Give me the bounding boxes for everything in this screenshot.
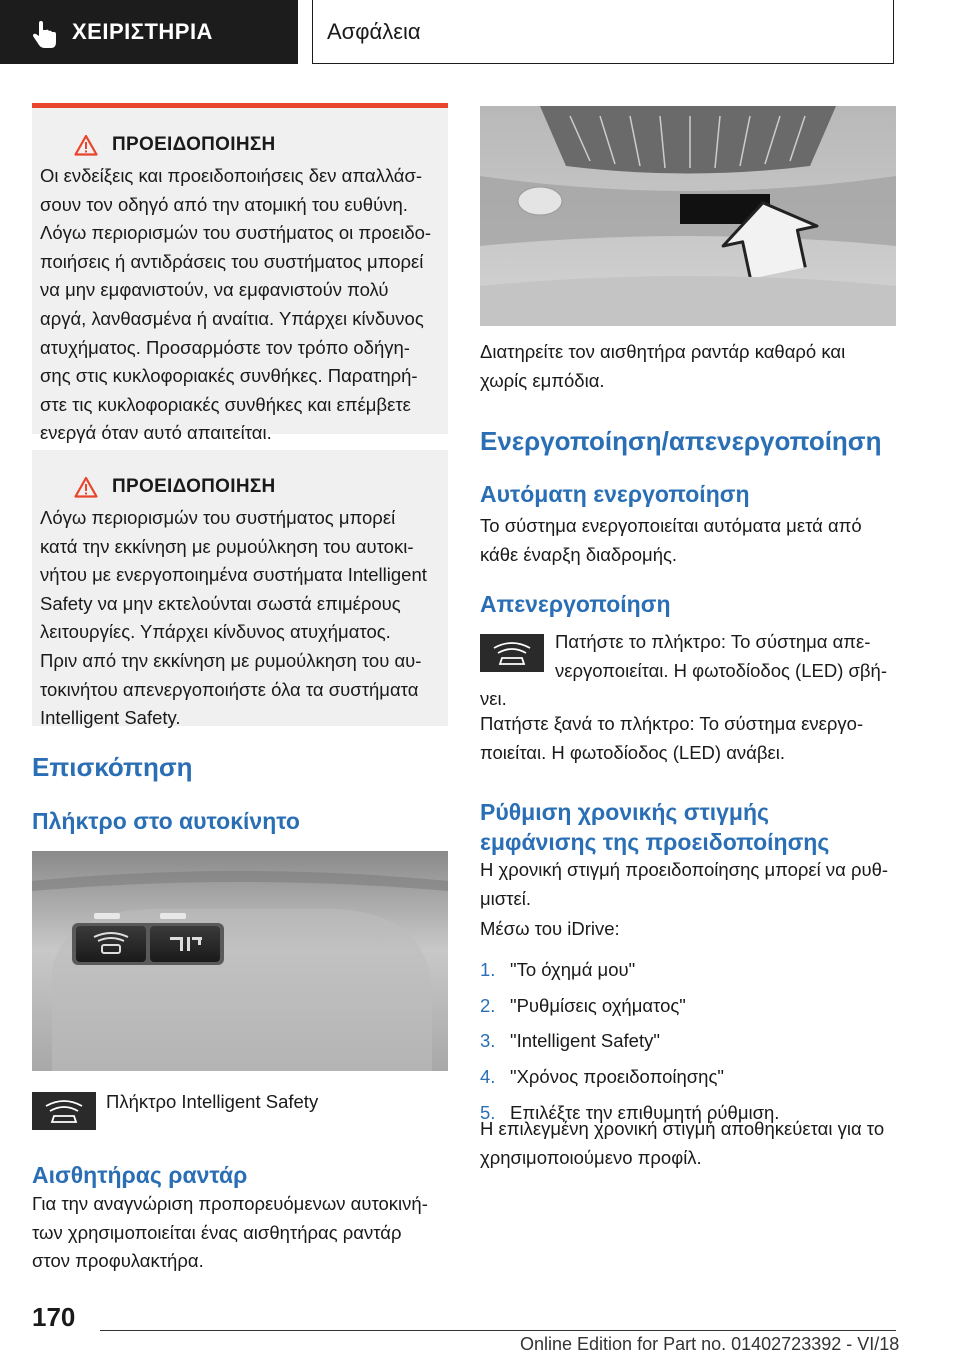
text-line: Λόγω περιορισμών του συστήματος οι προειδο-: [40, 222, 432, 244]
text-line: σουν τον οδηγό από την ατομική του ευθύνη.: [40, 193, 408, 215]
warning-box-2: [32, 450, 448, 729]
text-line: Το σύστημα ενεργοποιείται αυτόματα μετά από: [480, 515, 862, 536]
text-line: Πατήστε το πλήκτρο: Το σύστημα απε-: [555, 631, 871, 652]
text-line: νεργοποιείται. Η φωτοδίοδος (LED) σβή-: [555, 659, 887, 681]
button-photo: [32, 851, 448, 1071]
text-line: ενεργά όταν αυτό απαιτείται.: [40, 422, 272, 444]
step-number: 1.: [480, 959, 496, 980]
section-tab-label: Ασφάλεια: [327, 19, 421, 44]
text-line: ποιείται. Η φωτοδίοδος (LED) ανάβει.: [480, 741, 785, 763]
text-line: νήτου με ενεργοποιημένα συστήματα Intelligent: [40, 564, 427, 586]
text-line: στον προφυλακτήρα.: [32, 1250, 204, 1272]
text-line: σης στις κυκλοφοριακές συνθήκες. Παρατηρή-: [40, 365, 418, 387]
warning-text: [40, 162, 440, 448]
auto-activation-text: [480, 512, 896, 569]
step-text: "Intelligent Safety": [510, 1030, 660, 1052]
text-line: ατυχήματος. Προσαρμόστε τον τρόπο οδήγη-: [40, 336, 410, 358]
warning-text: [40, 504, 440, 733]
text-line: Οι ενδείξεις και προειδοποιήσεις δεν απαλλάσ-: [40, 165, 423, 186]
section-tab[interactable]: [312, 0, 894, 64]
heading-line: Ρύθμιση χρονικής στιγμής: [480, 799, 769, 825]
footer-divider: [100, 1330, 896, 1331]
timing-text: [480, 856, 900, 913]
idrive-path-intro: Μέσω του iDrive:: [480, 918, 620, 939]
hand-pointer-icon: [30, 20, 60, 50]
step-number: 4.: [480, 1066, 496, 1088]
text-line: χρησιμοποιούμενο προφίλ.: [480, 1146, 702, 1168]
text-line: Διατηρείτε τον αισθητήρα ραντάρ καθαρό και: [480, 341, 846, 362]
step-text: "Ρυθμίσεις οχήματος": [510, 994, 686, 1016]
warning-triangle-icon: [74, 476, 98, 498]
text-line: κατά την εκκίνηση με ρυμούλκηση του αυτοκι-: [40, 535, 414, 557]
text-line: χωρίς εμπόδια.: [480, 369, 605, 391]
timing-heading: [480, 797, 900, 857]
overview-heading: Επισκόπηση: [32, 752, 193, 782]
edition-note: Online Edition for Part no. 01402723392 - VI/18: [520, 1334, 900, 1354]
text-line: Λόγω περιορισμών του συστήματος μπορεί: [40, 507, 396, 528]
manual-section-tab[interactable]: [0, 0, 298, 64]
intelligent-safety-button-icon: [480, 634, 544, 672]
step-text: Επιλέξτε την επιθυμητή ρύθμιση.: [510, 1101, 780, 1123]
text-line: Η επιλεγμένη χρονική στιγμή αποθηκεύεται για το: [480, 1118, 885, 1139]
text-line: αργά, λανθασμένα ή αναίτια. Υπάρχει κίνδυνος: [40, 307, 424, 329]
text-line: κάθε έναρξη διαδρομής.: [480, 543, 678, 565]
settings-steps-list: [480, 956, 900, 1134]
auto-activation-heading: Αυτόματη ενεργοποίηση: [480, 481, 750, 507]
text-line: των χρησιμοποιείται ένας αισθητήρας ραντάρ: [32, 1221, 402, 1243]
list-item: [480, 1063, 900, 1091]
manual-tab-label: ΧΕΙΡΙΣΤΗΡΙΑ: [72, 19, 213, 44]
step-number: 3.: [480, 1030, 496, 1052]
text-line: Πατήστε ξανά το πλήκτρο: Το σύστημα ενεργο-: [480, 713, 864, 734]
list-item: [480, 992, 900, 1020]
warning-title: ΠΡΟΕΙΔΟΠΟΙΗΣΗ: [112, 476, 276, 497]
heading-line: εμφάνισης της προειδοποίησης: [480, 829, 830, 855]
text-line: Πριν από την εκκίνηση με ρυμούλκηση του αυ-: [40, 649, 422, 671]
warning-box-1: [32, 103, 448, 444]
text-line: Για την αναγνώριση προπορευόμενων αυτοκινή-: [32, 1193, 428, 1214]
text-line: Intelligent Safety.: [40, 707, 181, 729]
reactivation-text: [480, 710, 896, 767]
deactivation-text: [555, 628, 900, 685]
warning-header: [74, 130, 440, 160]
step-text: "Το όχημά μου": [510, 959, 636, 980]
onoff-heading: Ενεργοποίηση/απενεργοποίηση: [480, 426, 882, 456]
radar-sensor-photo: [480, 106, 896, 326]
step-number: 2.: [480, 994, 496, 1016]
text-line: μιστεί.: [480, 887, 531, 909]
text-line: να μην εμφανιστούν, να εμφανιστούν πολύ: [40, 279, 389, 301]
deactivation-text-end: νει.: [480, 688, 507, 709]
button-caption: Πλήκτρο Intelligent Safety: [106, 1091, 319, 1112]
radar-heading: Αισθητήρας ραντάρ: [32, 1162, 248, 1188]
intelligent-safety-button-icon: [32, 1092, 96, 1130]
button-heading: Πλήκτρο στο αυτοκίνητο: [32, 808, 300, 834]
step-number: 5.: [480, 1101, 496, 1123]
text-line: λειτουργίες. Υπάρχει κίνδυνος ατυχήματος.: [40, 621, 391, 643]
warning-header: [74, 472, 440, 502]
text-line: Safety να μην εκτελούνται σωστά επιμέρους: [40, 592, 401, 614]
list-item: [480, 1027, 900, 1055]
step-text: "Χρόνος προειδοποίησης": [510, 1066, 724, 1088]
text-line: τοκινήτου απενεργοποιήστε όλα τα συστήματα: [40, 678, 419, 700]
radar-photo-caption: [480, 338, 896, 395]
page-number: 170: [32, 1302, 76, 1332]
text-line: ποιήσεις ή αντιδράσεις του συστήματος μπορεί: [40, 250, 424, 272]
text-line: στε τις κυκλοφοριακές συνθήκες και επέμβετε: [40, 393, 411, 415]
list-item: [480, 956, 900, 984]
text-line: Η χρονική στιγμή προειδοποίησης μπορεί να ρυθ-: [480, 859, 889, 880]
warning-triangle-icon: [74, 134, 98, 156]
warning-title: ΠΡΟΕΙΔΟΠΟΙΗΣΗ: [112, 134, 276, 155]
deactivation-heading: Απενεργοποίηση: [480, 591, 671, 617]
radar-text: [32, 1190, 448, 1276]
saved-profile-text: [480, 1115, 900, 1172]
page-header: [0, 0, 960, 66]
